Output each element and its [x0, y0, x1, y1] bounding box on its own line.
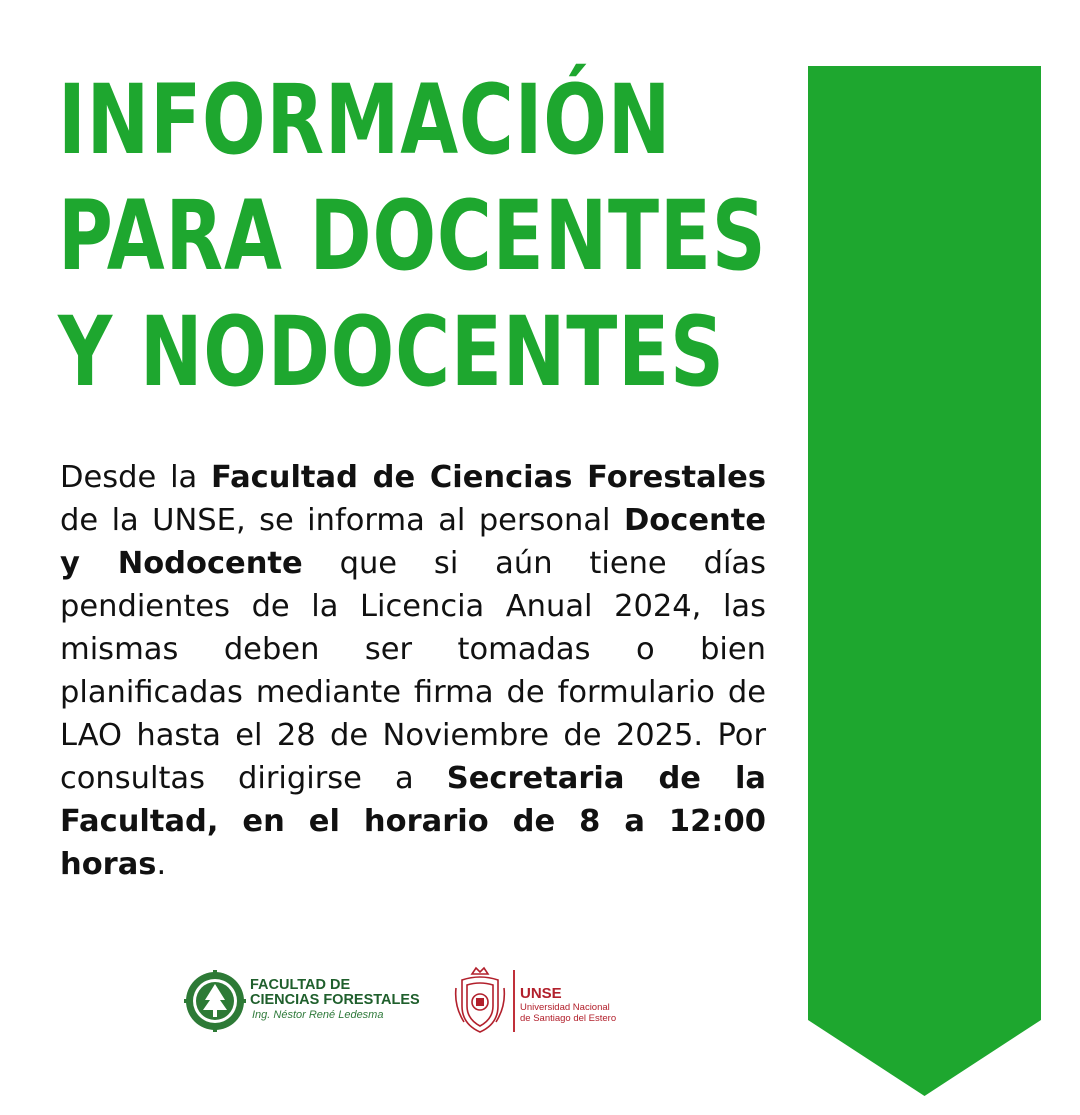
university-acronym: UNSE: [520, 985, 562, 1002]
faculty-logo-line-3: Ing. Néstor René Ledesma: [252, 1009, 384, 1021]
faculty-logo-text: [250, 978, 420, 1022]
university-name-line-2: de Santiago del Estero: [520, 1013, 617, 1024]
faculty-logo-line-2: CIENCIAS FORESTALES: [250, 992, 420, 1008]
footer-logos: [180, 964, 640, 1044]
decorative-ribbon: [808, 66, 1041, 1096]
announcement-segment: .: [156, 847, 167, 882]
title-line-2: PARA DOCENTES: [58, 180, 767, 292]
university-logo-text: [520, 986, 616, 1024]
announcement-bold-contact: Secretaria de la Facultad, en el horario de 8 a 12:00 horas: [60, 761, 766, 882]
announcement-text: [60, 456, 766, 886]
page-title: [58, 62, 767, 410]
announcement-bold-staff: Docente y Nodocente: [60, 503, 766, 581]
announcement-bold-faculty: Facultad de Ciencias Forestales: [211, 460, 766, 495]
announcement-segment: Desde la: [60, 460, 212, 495]
tree-seal-icon: [184, 970, 246, 1032]
faculty-logo-line-1: FACULTAD DE: [250, 977, 351, 993]
announcement-segment: de la UNSE, se informa al personal: [60, 503, 624, 538]
university-name-line-1: Universidad Nacional: [520, 1002, 610, 1013]
university-shield-icon: [452, 966, 508, 1036]
logo-divider: [513, 970, 515, 1032]
announcement-segment: que si aún tiene días pendientes de la Licencia Anual 2024, las mismas deben ser tomadas o bien planificadas mediante firma de formulario de LAO hasta el 28 de Noviembre de 2025. Por consultas dirigirse a: [60, 546, 766, 796]
title-line-1: INFORMACIÓN: [58, 64, 672, 176]
title-line-3: Y NODOCENTES: [58, 296, 725, 408]
